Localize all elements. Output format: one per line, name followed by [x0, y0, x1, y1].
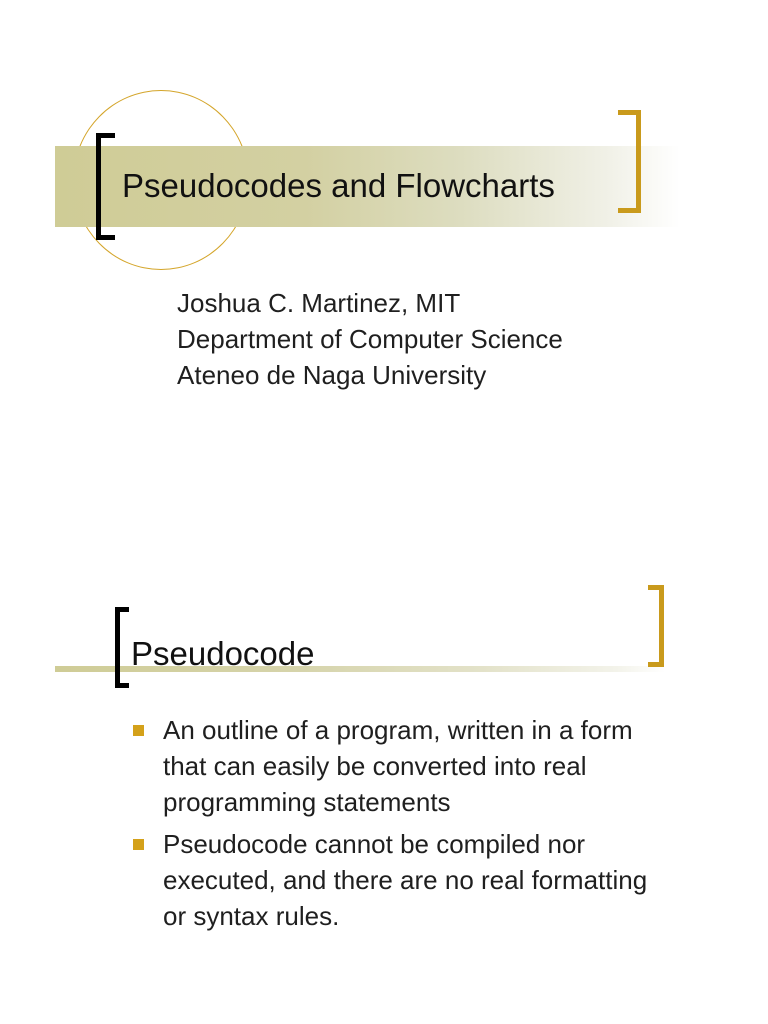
- slide-title: Pseudocodes and Flowcharts: [122, 167, 555, 204]
- author-name: Joshua C. Martinez, MIT: [177, 288, 461, 318]
- list-item: [130, 712, 690, 820]
- author-university: Ateneo de Naga University: [177, 360, 487, 390]
- title-slide: [0, 0, 768, 500]
- square-bullet-icon: [133, 725, 144, 736]
- author-department: Department of Computer Science: [177, 324, 563, 354]
- bullet-list: [130, 712, 690, 940]
- right-bracket-decoration: [618, 110, 641, 213]
- left-bracket-decoration: [96, 133, 115, 240]
- bullet-text: Pseudocode cannot be compiled nor executed, and there are no real formatting or syntax rules.: [163, 829, 648, 931]
- square-bullet-icon: [133, 839, 144, 850]
- slide-title: Pseudocode: [131, 635, 315, 672]
- pseudocode-slide: [0, 560, 768, 1024]
- author-info: [177, 285, 563, 393]
- right-bracket-decoration: [648, 585, 664, 667]
- bullet-text: An outline of a program, written in a form that can easily be converted into real programming statements: [163, 715, 633, 817]
- left-bracket-decoration: [115, 607, 129, 688]
- list-item: [130, 826, 690, 934]
